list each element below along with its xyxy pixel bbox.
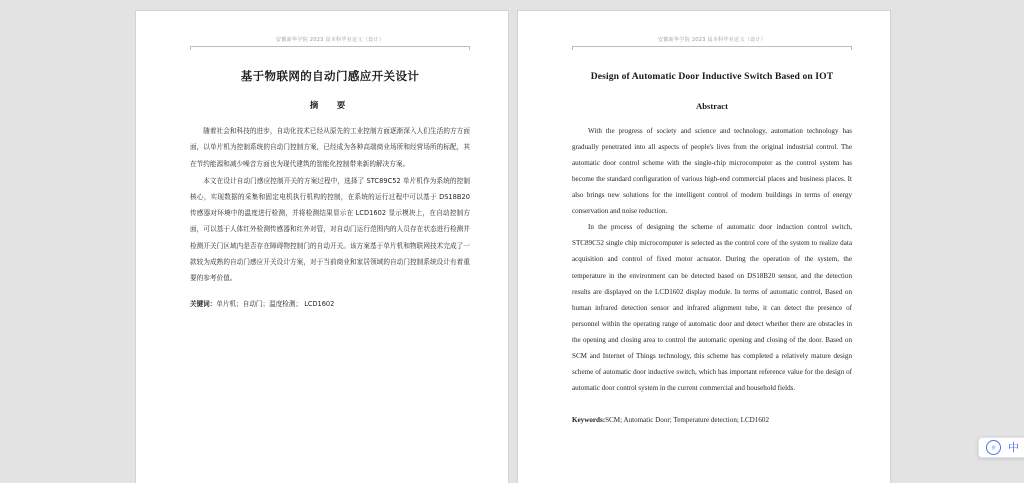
page-content-area-1 — [190, 11, 470, 483]
section-heading-abstract-english: Abstract — [696, 100, 728, 111]
document-page-1[interactable] — [136, 11, 508, 483]
section-heading-abstract-chinese: 摘 要 — [309, 101, 351, 112]
pinyin-ime-logo-text: 拼 — [991, 444, 996, 450]
keywords-value: 单片机；自动门；温度检测； LCD1602 — [216, 300, 335, 309]
paragraph: 本文在设计自动门感应控制开关的方案过程中，选择了 STC89C52 单片机作为系统的控制核心，实现数据的采集和固定电机执行机构的控制，在系统的运行过程中可以基于 DS18B20 传感器对环境中的温度进行检测，并将检测结果显示在 LCD1602 显示模块上，在自动控制方面，可以基于人体红外检测传感器和红外对管，对自动门运行范围内的人员存在状态进行检测并检测开关门区域内是否存在障碍物控制门的自动开关。该方案基于单片机和物联网技术完成了一款较为成熟的自动门感应开关设计方案，对于当前商业和家居领域的自动门控制系统设计有着重要的参考价值。 — [190, 176, 470, 283]
paragraph: In the process of designing the scheme of automatic door induction control switch, STC89C52 single chip microcomputer is selected as the control core of the system to realize data acquisition and control of fixed motor actuator. During the operation of the system, the temperature in the environment can be detected based on DS18B20 sensor, and the detection results are displayed on the LCD1602 display module. In terms of automatic control, Based on human infrared detection sensor and infrared alignment tube, it can detect the presence of personnel within the operating range of automatic door and detect whether there are obstacles in the opening and closing area to control the automatic opening and closing of the door. Based on SCM and Internet of Things technology, this scheme has completed a relatively mature design scheme of automatic door inductive switch, which has important reference value for the design of automatic door control system in the current commercial and household fields. — [572, 223, 852, 393]
keywords-line-chinese — [190, 300, 470, 310]
document-page-2[interactable] — [518, 11, 890, 483]
paragraph: With the progress of society and science and technology, automation technology has gradually penetrated into all aspects of people's lives from the original industrial control. The automatic door control scheme with the single-chip microcomputer as the control system has become the standard configuration of various high-end commercial places and business places. It also brings new solutions for the intelligent control of modern buildings in terms of energy conservation and noise reduction. — [572, 126, 852, 216]
ime-language-mode-toggle[interactable]: 中 — [1008, 441, 1019, 454]
keywords-label: Keywords: — [572, 416, 606, 425]
abstract-body-english — [572, 123, 852, 397]
keywords-value: SCM; Automatic Door; Temperature detection; LCD1602 — [605, 416, 769, 425]
header-rule-2 — [572, 46, 852, 47]
pinyin-ime-logo-icon[interactable] — [986, 440, 1001, 455]
abstract-body-chinese — [190, 123, 470, 286]
paragraph: 随着社会和科技的进步，自动化技术已经从原先的工业控制方面逐渐深入人们生活的方方面面，以单片机为控制系统的自动门控制方案，已经成为各种高端商业场所和经营场所的标配，其在节约能源和减少噪音方面也为现代建筑的智能化控制带来新的解决方案。 — [190, 127, 470, 168]
keywords-line-english — [572, 415, 852, 426]
keywords-label: 关键词： — [190, 300, 217, 309]
page-header-2: 安徽新华学院 2023 届本科毕业论文（设计） — [657, 37, 767, 43]
page-content-area-2 — [572, 11, 852, 483]
page-title-chinese: 基于物联网的自动门感应开关设计 — [240, 69, 420, 84]
input-method-floating-bar[interactable] — [978, 437, 1024, 458]
page-title-english: Design of Automatic Door Inductive Switch Based on IOT — [590, 71, 834, 83]
page-header-1: 安徽新华学院 2023 届本科毕业论文（设计） — [275, 37, 385, 43]
header-rule-1 — [190, 46, 470, 47]
